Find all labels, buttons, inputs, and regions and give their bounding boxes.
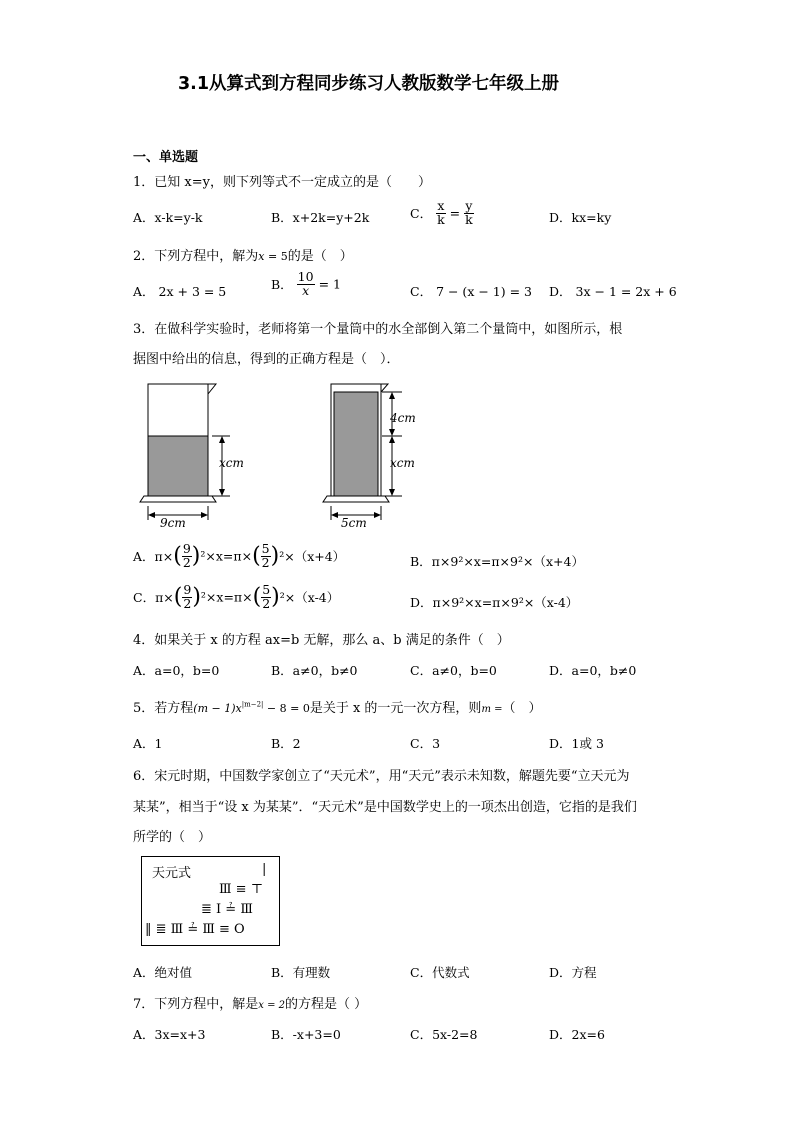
q2-option-b xyxy=(271,271,341,297)
q2-option-c-expr: 7 − (x − 1) = 3 xyxy=(436,284,532,299)
q2-option-c-label: C． xyxy=(410,284,433,299)
numerator: 5 xyxy=(262,582,271,597)
numerator: 10 xyxy=(297,269,314,284)
tianyuan-row3: ≣ Ⅰ ≟ Ⅲ xyxy=(201,902,253,917)
page-title: 3.1从算式到方程同步练习人教版数学七年级上册 xyxy=(178,74,559,94)
q3-cylinders-figure xyxy=(130,378,430,534)
q2-stem-pre: 2．下列方程中，解为 xyxy=(133,249,259,264)
q5-stem-m: m = xyxy=(481,704,503,715)
q2-option-a-label: A． xyxy=(133,284,155,299)
q3-option-d: D．π×9²×x=π×9²×（x-4） xyxy=(410,595,579,610)
q2-option-c xyxy=(410,282,532,300)
q5-stem-post: 是关于 x 的一元一次方程，则 xyxy=(309,701,482,716)
question-3-stem-line2: 据图中给出的信息，得到的正确方程是（ ）． xyxy=(133,352,400,367)
q2-option-b-rest: = 1 xyxy=(318,276,341,292)
question-6-stem-line1: 6．宋元时期，中国数学家创立了“天元术”，用“天元”表示未知数，解题先要“立天元为 xyxy=(133,769,630,784)
q3-c-label: C．π× xyxy=(133,590,174,605)
q3-option-a xyxy=(133,543,345,569)
tianyuan-label: 天元式 xyxy=(152,866,192,881)
question-2-stem xyxy=(133,245,353,264)
q4-option-a: A．a=0，b=0 xyxy=(133,663,220,678)
q1-c-frac-left xyxy=(436,200,446,226)
denominator: k xyxy=(465,211,473,227)
q3-a-end: ²×（x+4） xyxy=(279,549,346,564)
q2-stem-eq: = 5 xyxy=(264,250,288,263)
q5-option-d: D．1或 3 xyxy=(549,736,604,751)
q5-stem-expr: (m − 1)x xyxy=(193,702,242,715)
q2-option-b-label: B． xyxy=(271,277,293,292)
q3-a-frac1 xyxy=(182,543,192,569)
cylinder-1 xyxy=(140,384,230,520)
fig1-width-label: 9cm xyxy=(160,516,186,530)
question-3-stem-line1: 3．在做科学实验时，老师将第一个量筒中的水全部倒入第二个量筒中，如图所示，根 xyxy=(133,322,623,337)
q7-option-a: A．3x=x+3 xyxy=(133,1027,206,1042)
paren: ( xyxy=(252,543,261,569)
tianyuan-row4: ‖ ≣ Ⅲ ≟ Ⅲ ≡ O xyxy=(145,922,245,937)
q5-option-c: C．3 xyxy=(410,736,441,751)
q2-option-d-label: D． xyxy=(549,284,572,299)
numerator: 9 xyxy=(182,541,191,556)
q2-option-a-expr: 2x + 3 = 5 xyxy=(158,284,227,299)
q3-c-frac2 xyxy=(261,584,271,610)
question-6-stem-line2: 某某”，相当于“设 x 为某某”．“天元术”是中国数学史上的一项杰出创造，它指的是我们 xyxy=(133,800,637,815)
q1-option-c-label: C． xyxy=(410,206,433,221)
question-5-stem xyxy=(133,697,542,716)
q6-option-d: D．方程 xyxy=(549,965,597,980)
q4-option-b: B．a≠0，b≠0 xyxy=(271,663,358,678)
q5-option-a: A．1 xyxy=(133,736,163,751)
q2-option-d-expr: 3x − 1 = 2x + 6 xyxy=(575,284,677,299)
fig2-width-label: 5cm xyxy=(341,516,367,530)
paren: ( xyxy=(173,543,182,569)
q7-stem-pre: 7．下列方程中，解是 xyxy=(133,997,259,1012)
denominator: x xyxy=(302,282,310,298)
q4-option-c: C．a≠0，b=0 xyxy=(410,663,497,678)
cylinder-2 xyxy=(323,384,402,520)
q5-stem-tail: − 8 = 0 xyxy=(263,702,310,715)
q1-option-c xyxy=(410,200,474,226)
question-4-stem: 4．如果关于 x 的方程 ax=b 无解，那么 a、b 满足的条件（ ） xyxy=(133,633,510,648)
q3-c-mid: ²×x=π× xyxy=(200,589,253,605)
numerator: y xyxy=(465,198,473,213)
q3-a-mid: ²×x=π× xyxy=(200,548,253,564)
denominator: k xyxy=(437,211,445,227)
q5-stem-exp: |m−2| xyxy=(241,700,264,709)
q5-stem-pre: 5．若方程 xyxy=(133,701,194,716)
denominator: 2 xyxy=(182,554,191,570)
question-7-stem xyxy=(133,993,367,1012)
q1-option-d: D．kx=ky xyxy=(549,210,612,225)
q2-stem-x: x xyxy=(258,250,265,263)
q5-option-b: B．2 xyxy=(271,736,301,751)
q3-a-label: A．π× xyxy=(133,549,174,564)
numerator: 5 xyxy=(261,541,270,556)
q7-stem-post: 的方程是（ ） xyxy=(285,997,368,1012)
denominator: 2 xyxy=(262,595,271,611)
paren: ) xyxy=(192,584,201,610)
tianyuan-row2: Ⅲ ≡ ⊤ xyxy=(219,882,263,897)
q4-option-d: D．a=0，b≠0 xyxy=(549,663,637,678)
fig2-top-label: 4cm xyxy=(390,411,416,425)
section-title: 一、单选题 xyxy=(133,150,199,165)
paren: ( xyxy=(252,584,262,610)
numerator: x xyxy=(437,198,445,213)
q6-option-b: B．有理数 xyxy=(271,965,331,980)
q3-option-b: B．π×9²×x=π×9²×（x+4） xyxy=(410,554,584,569)
q7-option-b: B．-x+3=0 xyxy=(271,1027,341,1042)
q1-option-b: B．x+2k=y+2k xyxy=(271,210,370,225)
question-6-stem-line3: 所学的（ ） xyxy=(133,830,212,845)
q2-option-a xyxy=(133,282,226,300)
fig2-height-label: xcm xyxy=(390,456,415,470)
paren: ( xyxy=(173,584,183,610)
equals-sign: = xyxy=(449,205,461,221)
q1-option-a: A．x-k=y-k xyxy=(133,210,203,225)
denominator: 2 xyxy=(261,554,270,570)
fig1-height-label: xcm xyxy=(219,456,244,470)
q1-c-frac-right xyxy=(464,200,474,226)
q7-stem-x: x = 2 xyxy=(258,1000,286,1011)
q7-option-c: C．5x-2=8 xyxy=(410,1027,478,1042)
q3-c-end: ²×（x-4） xyxy=(279,590,340,605)
q6-option-a: A．绝对值 xyxy=(133,965,193,980)
q2-stem-post: 的是（ ） xyxy=(287,249,353,264)
q5-stem-end: （ ） xyxy=(502,701,542,716)
q2-b-frac xyxy=(297,271,315,297)
numerator: 9 xyxy=(183,582,192,597)
paren: ) xyxy=(191,543,201,569)
q3-a-frac2 xyxy=(261,543,271,569)
paren: ) xyxy=(271,584,280,610)
q7-option-d: D．2x=6 xyxy=(549,1027,605,1042)
q3-option-c xyxy=(133,584,339,610)
paren: ) xyxy=(270,543,280,569)
question-1-stem: 1．已知 x=y，则下列等式不一定成立的是（ ） xyxy=(133,175,431,190)
tianyuan-row1: | xyxy=(262,862,267,877)
q6-option-c: C．代数式 xyxy=(410,965,470,980)
q3-c-frac1 xyxy=(182,584,192,610)
denominator: 2 xyxy=(183,595,192,611)
q2-option-d xyxy=(549,282,677,300)
